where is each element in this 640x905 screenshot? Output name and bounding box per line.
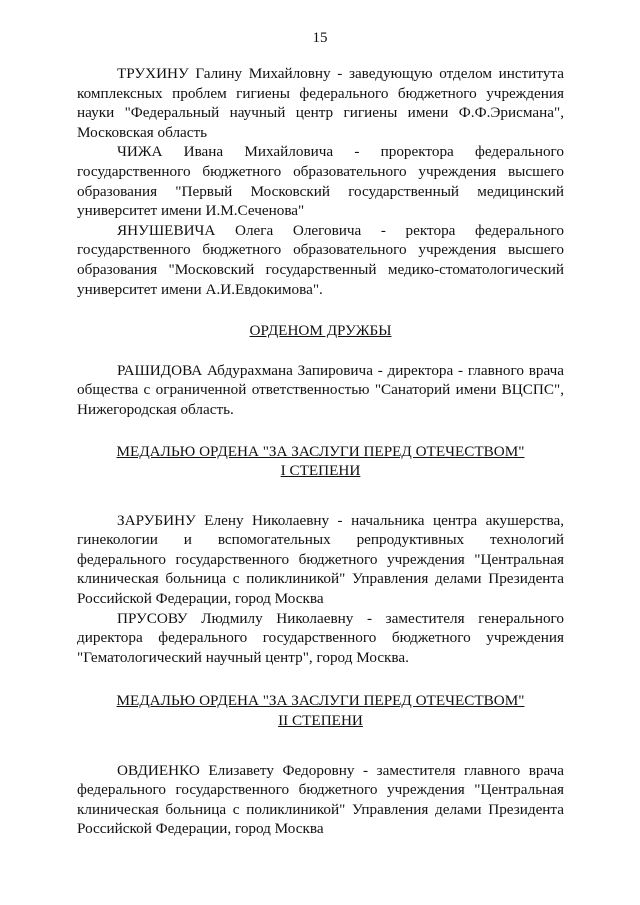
- award-entry: ЯНУШЕВИЧА Олега Олеговича - ректора федерального государственного бюджетного образовательного учреждения высшего образования "Московский государственный медико-стоматологический университет имени А.И.Евдокимова".: [77, 221, 564, 298]
- award-list-block-2: [77, 361, 564, 420]
- award-entry: ЧИЖА Ивана Михайловича - проректора федерального государственного бюджетного образовательного учреждения высшего образования "Первый Московский государственный медицинский университет имени И.М.Сеченова": [77, 143, 564, 220]
- section-heading-line: МЕДАЛЬЮ ОРДЕНА "ЗА ЗАСЛУГИ ПЕРЕД ОТЕЧЕСТВОМ": [116, 692, 525, 710]
- page-number: 15: [312, 30, 328, 46]
- section-heading-text: ОРДЕНОМ ДРУЖБЫ: [249, 322, 392, 340]
- section-heading-order-of-friendship: [77, 321, 564, 341]
- award-list-block-4: [77, 761, 564, 839]
- section-heading-medal-second-degree: [77, 691, 564, 730]
- section-heading-line: МЕДАЛЬЮ ОРДЕНА "ЗА ЗАСЛУГИ ПЕРЕД ОТЕЧЕСТВОМ": [116, 442, 525, 460]
- award-entry: ПРУСОВУ Людмилу Николаевну - заместителя генерального директора федерального государственного бюджетного учреждения "Гематологический научный центр", город Москва.: [77, 609, 564, 666]
- award-entry: РАШИДОВА Абдурахмана Запировича - директора - главного врача общества с ограниченной ответственностью "Санаторий имени ВЦСПС", Нижегородская область.: [77, 361, 564, 418]
- section-heading-line: II СТЕПЕНИ: [278, 712, 363, 730]
- section-heading-medal-first-degree: [77, 442, 564, 481]
- award-entry: ОВДИЕНКО Елизавету Федоровну - заместителя главного врача федерального государственного бюджетного учреждения "Центральная клиническая больница с поликлиникой" Управления делами Президента Российской Федерации, город Москва: [77, 761, 564, 838]
- award-entry: ТРУХИНУ Галину Михайловну - заведующую отделом института комплексных проблем гигиены федерального бюджетного учреждения науки "Федеральный научный центр гигиены имени Ф.Ф.Эрисмана", Московская область: [77, 65, 564, 141]
- award-entry: ЗАРУБИНУ Елену Николаевну - начальника центра акушерства, гинекологии и вспомогательных репродуктивных технологий федерального государственного бюджетного учреждения "Центральная клиническая больница с поликлиникой" Управления делами Президента Российской Федерации, город Москва: [77, 511, 564, 608]
- section-heading-line: I СТЕПЕНИ: [280, 462, 361, 480]
- document-body: [77, 64, 564, 839]
- award-list-block-1: [77, 64, 564, 299]
- award-list-block-3: [77, 511, 564, 668]
